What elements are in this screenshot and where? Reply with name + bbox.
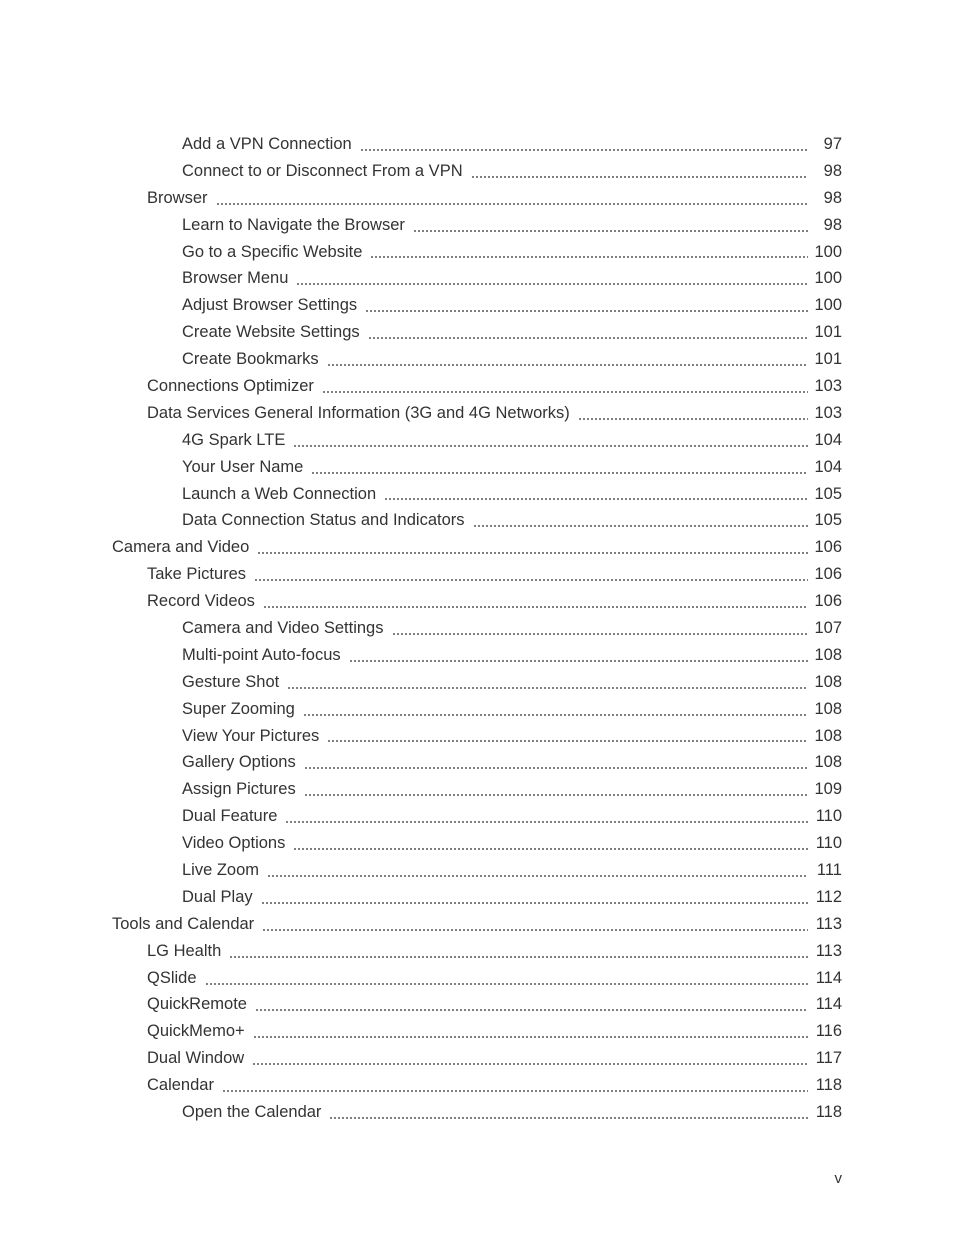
toc-entry[interactable]: [0, 507, 954, 534]
dot-leader: [257, 552, 808, 554]
toc-entry-page: 98: [823, 215, 842, 234]
toc-entry[interactable]: [0, 1099, 954, 1126]
toc-entry[interactable]: [0, 1018, 954, 1045]
dot-leader: [304, 767, 808, 769]
toc-entry[interactable]: [0, 481, 954, 508]
toc-entry-page: 108: [814, 699, 842, 718]
toc-entry[interactable]: [0, 723, 954, 750]
toc-entry-page: 108: [814, 672, 842, 691]
toc-entry-page: 113: [815, 914, 842, 933]
toc-entry[interactable]: [0, 938, 954, 965]
toc-entry-title: Data Connection Status and Indicators: [182, 511, 465, 530]
dot-leader: [365, 310, 808, 312]
dot-leader: [370, 256, 808, 258]
toc-entry-page: 116: [815, 1022, 842, 1041]
toc-entry[interactable]: [0, 454, 954, 481]
toc-entry-title: Create Bookmarks: [182, 350, 319, 369]
toc-entry[interactable]: [0, 965, 954, 992]
dot-leader: [229, 956, 808, 958]
toc-entry-title: Your User Name: [182, 457, 304, 476]
toc-entry-title: Browser Menu: [182, 269, 289, 288]
toc-entry-title: Dual Window: [147, 1049, 245, 1068]
dot-leader: [252, 1063, 808, 1065]
toc-entry-title: Calendar: [147, 1076, 214, 1095]
toc-entry-page: 100: [814, 269, 842, 288]
dot-leader: [263, 606, 808, 608]
toc-entry-title: Assign Pictures: [182, 780, 296, 799]
toc-entry-page: 106: [814, 538, 842, 557]
toc-entry-title: 4G Spark LTE: [182, 430, 286, 449]
toc-entry[interactable]: [0, 427, 954, 454]
toc-entry-title: Connections Optimizer: [147, 376, 314, 395]
toc-entry-title: Dual Play: [182, 887, 253, 906]
dot-leader: [413, 230, 808, 232]
toc-entry-title: Dual Feature: [182, 807, 278, 826]
toc-entry-page: 105: [814, 511, 842, 530]
toc-entry-page: 118: [815, 1076, 842, 1095]
toc-entry[interactable]: [0, 131, 954, 158]
toc-entry-title: Create Website Settings: [182, 323, 360, 342]
toc-entry[interactable]: [0, 830, 954, 857]
toc-entry[interactable]: [0, 749, 954, 776]
toc-entry-page: 98: [823, 188, 842, 207]
toc-entry[interactable]: [0, 534, 954, 561]
toc-entry-title: Go to a Specific Website: [182, 242, 363, 261]
toc-entry-title: Camera and Video Settings: [182, 618, 384, 637]
dot-leader: [360, 149, 808, 151]
toc-entry[interactable]: [0, 212, 954, 239]
dot-leader: [222, 1090, 808, 1092]
dot-leader: [296, 283, 808, 285]
toc-entry-page: 103: [814, 376, 842, 395]
toc-entry-title: Connect to or Disconnect From a VPN: [182, 161, 463, 180]
dot-leader: [578, 418, 808, 420]
toc-entry[interactable]: [0, 239, 954, 266]
toc-entry-page: 112: [815, 887, 842, 906]
toc-entry-title: Browser: [147, 188, 208, 207]
toc-entry-title: Adjust Browser Settings: [182, 296, 358, 315]
toc-entry-title: Data Services General Information (3G and 4G Networks): [147, 403, 570, 422]
dot-leader: [261, 902, 808, 904]
table-of-contents: [0, 131, 954, 1126]
toc-entry-page: 105: [814, 484, 842, 503]
toc-entry[interactable]: [0, 696, 954, 723]
toc-entry[interactable]: [0, 346, 954, 373]
dot-leader: [255, 1009, 808, 1011]
toc-entry-page: 97: [823, 134, 842, 153]
toc-entry-title: Open the Calendar: [182, 1103, 322, 1121]
toc-entry-title: Record Videos: [147, 592, 255, 611]
toc-entry-page: 108: [814, 753, 842, 772]
toc-entry-page: 117: [815, 1049, 842, 1068]
toc-entry-page: 118: [815, 1103, 842, 1121]
toc-entry-title: Super Zooming: [182, 699, 295, 718]
dot-leader: [287, 687, 808, 689]
toc-entry-page: 104: [814, 457, 842, 476]
dot-leader: [216, 203, 808, 205]
toc-entry[interactable]: [0, 400, 954, 427]
toc-entry-title: QSlide: [147, 968, 197, 987]
dot-leader: [267, 875, 808, 877]
toc-entry[interactable]: [0, 158, 954, 185]
dot-leader: [322, 391, 808, 393]
toc-entry-title: Gesture Shot: [182, 672, 280, 691]
page-number: v: [834, 1170, 842, 1187]
dot-leader: [471, 176, 808, 178]
toc-entry[interactable]: [0, 265, 954, 292]
toc-entry[interactable]: [0, 319, 954, 346]
dot-leader: [473, 525, 808, 527]
toc-entry-page: 100: [814, 296, 842, 315]
dot-leader: [368, 337, 808, 339]
toc-entry-title: LG Health: [147, 941, 222, 960]
toc-entry-title: Live Zoom: [182, 860, 260, 879]
toc-entry-page: 108: [814, 645, 842, 664]
toc-entry-page: 109: [814, 780, 842, 799]
toc-entry[interactable]: [0, 373, 954, 400]
toc-entry[interactable]: [0, 292, 954, 319]
toc-entry-page: 101: [814, 350, 842, 369]
toc-entry-page: 103: [814, 403, 842, 422]
toc-entry-page: 108: [814, 726, 842, 745]
dot-leader: [392, 633, 809, 635]
toc-entry-page: 111: [816, 860, 842, 879]
toc-entry[interactable]: [0, 588, 954, 615]
dot-leader: [303, 714, 808, 716]
toc-entry-page: 104: [814, 430, 842, 449]
dot-leader: [285, 821, 808, 823]
toc-entry-title: Take Pictures: [147, 565, 247, 584]
toc-entry[interactable]: [0, 669, 954, 696]
toc-entry-page: 98: [823, 161, 842, 180]
dot-leader: [293, 848, 808, 850]
toc-entry-title: Video Options: [182, 834, 286, 853]
toc-entry-title: Learn to Navigate the Browser: [182, 215, 405, 234]
toc-entry-title: Camera and Video: [112, 538, 250, 557]
toc-entry[interactable]: [0, 857, 954, 884]
toc-entry[interactable]: [0, 185, 954, 212]
toc-entry[interactable]: [0, 992, 954, 1019]
toc-entry-title: Gallery Options: [182, 753, 296, 772]
toc-entry-page: 106: [814, 592, 842, 611]
dot-leader: [304, 794, 808, 796]
dot-leader: [253, 1036, 808, 1038]
toc-entry-title: QuickRemote: [147, 995, 247, 1014]
toc-entry-title: View Your Pictures: [182, 726, 320, 745]
toc-entry-page: 110: [815, 807, 842, 826]
dot-leader: [262, 929, 808, 931]
dot-leader: [384, 498, 808, 500]
toc-entry[interactable]: [0, 561, 954, 588]
toc-entry-title: Add a VPN Connection: [182, 134, 352, 153]
toc-entry[interactable]: [0, 1072, 954, 1099]
dot-leader: [293, 445, 808, 447]
toc-entry-page: 114: [815, 995, 842, 1014]
toc-entry-title: Launch a Web Connection: [182, 484, 377, 503]
toc-entry[interactable]: [0, 615, 954, 642]
dot-leader: [327, 364, 808, 366]
toc-entry-page: 113: [815, 941, 842, 960]
dot-leader: [311, 472, 808, 474]
toc-entry-title: Tools and Calendar: [112, 914, 255, 933]
toc-entry[interactable]: [0, 642, 954, 669]
toc-entry[interactable]: [0, 884, 954, 911]
toc-entry-page: 110: [815, 834, 842, 853]
toc-entry-page: 107: [814, 618, 842, 637]
toc-entry-page: 101: [814, 323, 842, 342]
toc-entry-title: QuickMemo+: [147, 1022, 245, 1041]
dot-leader: [254, 579, 808, 581]
dot-leader: [205, 983, 808, 985]
toc-entry[interactable]: [0, 776, 954, 803]
toc-entry-page: 106: [814, 565, 842, 584]
toc-entry[interactable]: [0, 803, 954, 830]
dot-leader: [329, 1117, 808, 1119]
toc-entry-page: 114: [815, 968, 842, 987]
toc-entry[interactable]: [0, 911, 954, 938]
toc-entry-page: 100: [814, 242, 842, 261]
dot-leader: [327, 740, 808, 742]
toc-entry-title: Multi-point Auto-focus: [182, 645, 341, 664]
toc-entry[interactable]: [0, 1045, 954, 1072]
dot-leader: [349, 660, 808, 662]
